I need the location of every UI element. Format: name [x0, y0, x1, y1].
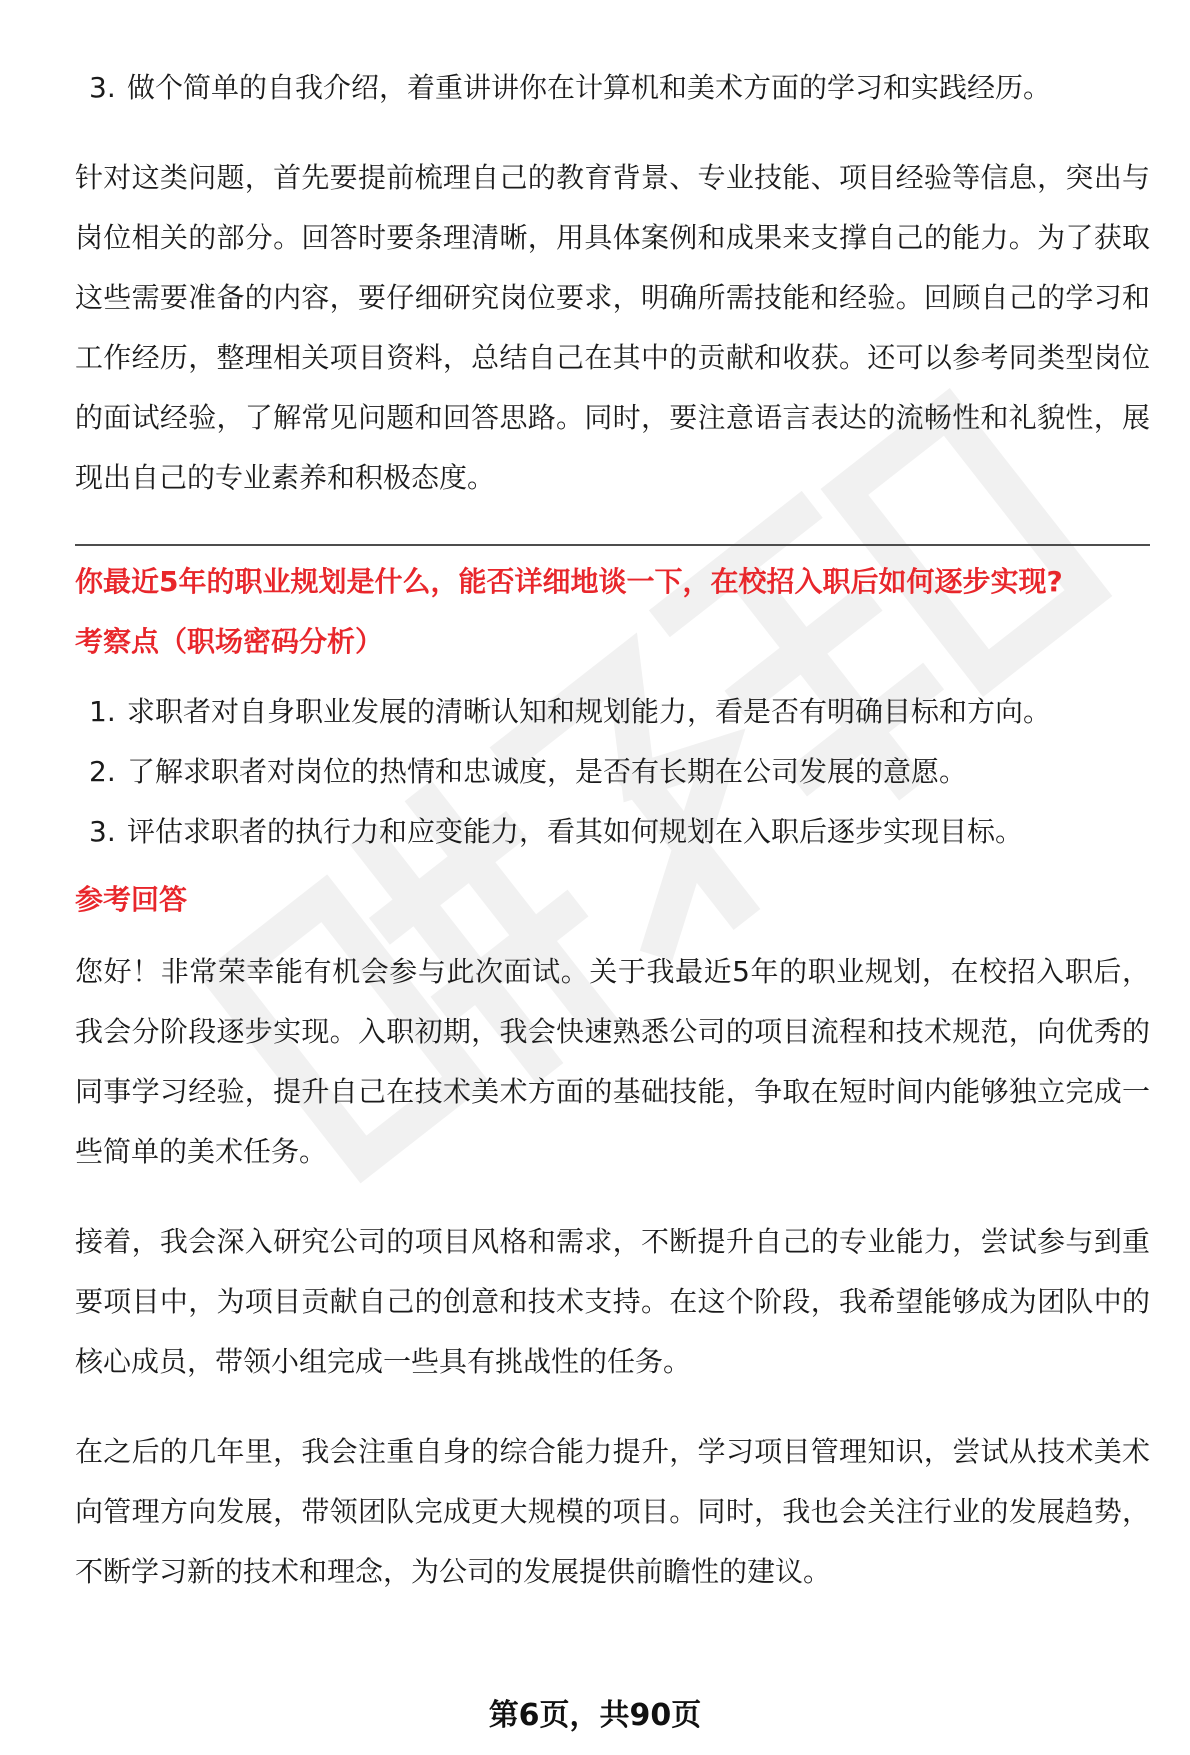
answer-paragraph-2: 接着，我会深入研究公司的项目风格和需求，不断提升自己的专业能力，尝试参与到重要项目中，为项目贡献自己的创意和技术支持。在这个阶段，我希望能够成为团队中的核心成员，带领小组完成一些具有挑战性的任务。	[75, 1225, 1150, 1378]
list-item-text: 求职者对自身职业发展的清晰认知和规划能力，看是否有明确目标和方向。	[127, 695, 1052, 728]
list-item-text: 做个简单的自我介绍，着重讲讲你在计算机和美术方面的学习和实践经历。	[127, 71, 1052, 104]
question-title: 你最近5年的职业规划是什么，能否详细地谈一下，在校招入职后如何逐步实现?	[75, 565, 1063, 598]
list-item-text: 评估求职者的执行力和应变能力，看其如何规划在入职后逐步实现目标。	[127, 815, 1024, 848]
answer-paragraph-1: 您好！非常荣幸能有机会参与此次面试。关于我最近5年的职业规划，在校招入职后，我会分阶段逐步实现。入职初期，我会快速熟悉公司的项目流程和技术规范，向优秀的同事学习经验，提升自己在技术美术方面的基础技能，争取在短时间内能够独立完成一些简单的美术任务。	[75, 955, 1150, 1168]
answer-heading: 参考回答	[75, 883, 188, 916]
points-heading: 考察点（职场密码分析）	[75, 625, 384, 658]
list-item-text: 了解求职者对岗位的热情和忠诚度，是否有长期在公司发展的意愿。	[127, 755, 968, 788]
list-item-number: 2.	[89, 755, 116, 788]
document-content	[75, 58, 1150, 1602]
list-item-number: 1.	[89, 695, 116, 728]
list-item	[75, 742, 1150, 802]
intro-question-list	[75, 58, 1150, 118]
intro-paragraph: 针对这类问题，首先要提前梳理自己的教育背景、专业技能、项目经验等信息，突出与岗位相关的部分。回答时要条理清晰，用具体案例和成果来支撑自己的能力。为了获取这些需要准备的内容，要仔细研究岗位要求，明确所需技能和经验。回顾自己的学习和工作经历，整理相关项目资料，总结自己在其中的贡献和收获。还可以参考同类型岗位的面试经验，了解常见问题和回答思路。同时，要注意语言表达的流畅性和礼貌性，展现出自己的专业素养和积极态度。	[75, 161, 1150, 494]
page-number: 第6页，共90页	[488, 1698, 702, 1733]
answer-paragraph-3: 在之后的几年里，我会注重自身的综合能力提升，学习项目管理知识，尝试从技术美术向管理方向发展，带领团队完成更大规模的项目。同时，我也会关注行业的发展趋势，不断学习新的技术和理念，为公司的发展提供前瞻性的建议。	[75, 1435, 1150, 1588]
points-list	[75, 682, 1150, 862]
list-item-number: 3.	[89, 71, 116, 104]
list-item	[75, 802, 1150, 862]
list-item	[75, 682, 1150, 742]
list-item-number: 3.	[89, 815, 116, 848]
list-item	[75, 58, 1150, 118]
